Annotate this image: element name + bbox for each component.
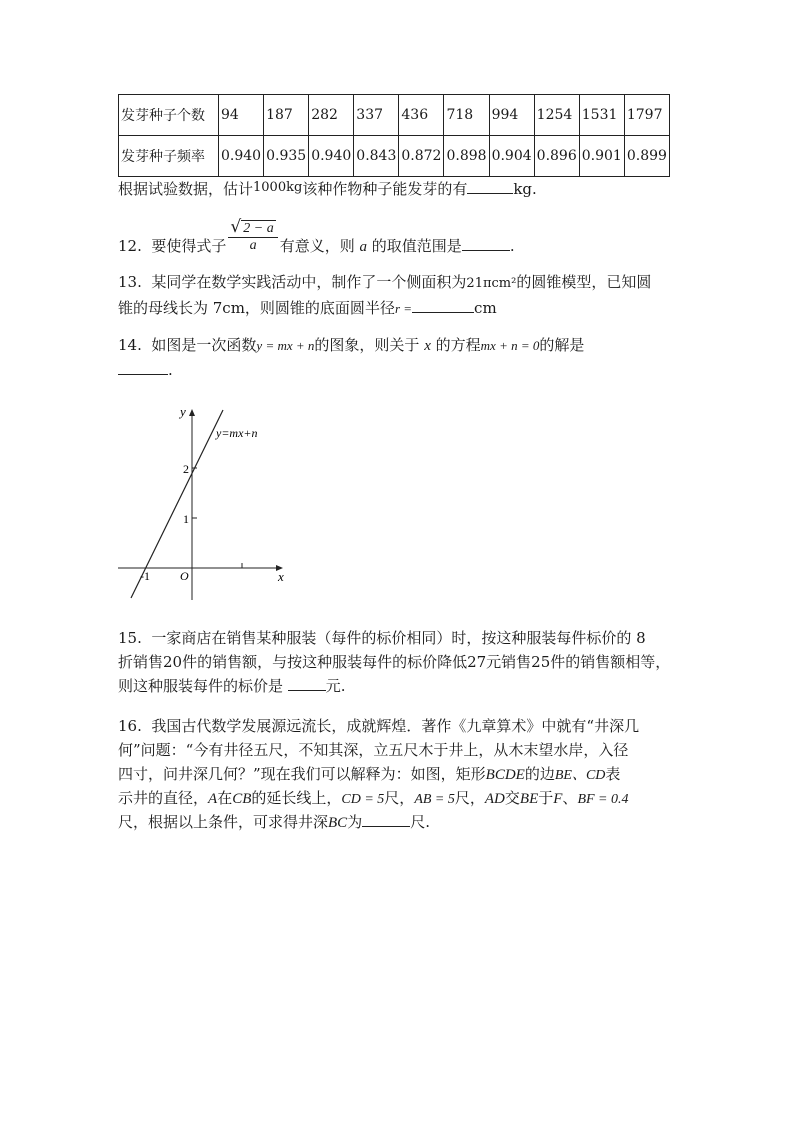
text: cm [474, 299, 497, 317]
question-number: 13. [118, 273, 142, 291]
question-number: 15. [118, 629, 142, 647]
question-16-line2 [118, 740, 628, 760]
math-expr: AD [484, 791, 505, 807]
answer-blank [467, 179, 513, 194]
text: 在 [217, 789, 233, 807]
y-axis-label: y [180, 404, 186, 419]
text: . [509, 237, 515, 255]
seed-data-table [118, 94, 670, 177]
text: 如图是一次函数 [151, 336, 257, 354]
x-axis-label: x [278, 569, 284, 584]
math-expr: AB = 5 [414, 792, 455, 807]
table-cell: 0.940 [219, 136, 264, 177]
tick-label-1: 1 [183, 512, 189, 526]
function-graph [110, 400, 300, 605]
answer-blank [362, 812, 410, 827]
question-number: 12. [118, 237, 142, 255]
text: 尺， [384, 789, 415, 807]
tick-label-neg1: -1 [140, 569, 150, 583]
question-14-line1 [118, 335, 584, 356]
table-cell: 282 [309, 95, 354, 136]
text: 尺，根据以上条件，可求得井深 [118, 813, 329, 831]
math-mass: 1000kg [253, 180, 303, 195]
text: 交 [504, 789, 520, 807]
table-cell: 994 [489, 95, 534, 136]
question-13-line1 [118, 272, 651, 294]
text: 的边 [524, 765, 555, 783]
text: 根据试验数据，估计 [118, 180, 254, 198]
text: 尺. [410, 813, 430, 831]
answer-blank [288, 676, 326, 691]
math-expr: A [208, 791, 218, 807]
table-cell: 0.901 [579, 136, 624, 177]
line-label: y=mx+n [216, 426, 258, 440]
table-cell: 436 [399, 95, 444, 136]
table-cell: 337 [354, 95, 399, 136]
question-number: 16. [118, 717, 142, 735]
math-expr: BE [519, 791, 539, 807]
math-area: 21πcm² [466, 276, 517, 291]
question-15-line2 [118, 652, 670, 672]
text: kg. [513, 180, 537, 198]
text: 示井的直径， [118, 789, 209, 807]
text: 于 [538, 789, 554, 807]
math-fraction: $\frac{√ 2 - a}{a}$ [228, 219, 277, 254]
text: 该种作物种子能发芽的有 [302, 180, 468, 198]
question-16-line4: 示井的直径，A在CB的延长线上，CD = 5尺，AB = 5尺，AD交BE于F、BF = 0.4 [118, 789, 629, 807]
math-expr: CD = 5 [341, 792, 385, 807]
question-16-line3 [118, 764, 620, 786]
row-header: 发芽种子个数 [119, 95, 219, 136]
math-var: a [359, 239, 368, 255]
text: 要使得式子 [151, 237, 227, 255]
math-equation: mx + n = 0 [480, 338, 540, 353]
text: 的解是 [539, 336, 585, 354]
text: 表 [605, 765, 621, 783]
table-cell: 94 [219, 95, 264, 136]
math-expr: BCDE [485, 767, 525, 783]
text: 尺， [454, 789, 485, 807]
math-expr: BE、CD [554, 768, 606, 783]
text: 的延长线上， [251, 789, 342, 807]
question-number: 14. [118, 336, 142, 354]
text: 何”问题：“今有井径五尺，不知其深，立五尺木于井上，从木末望水岸，入径 [118, 741, 629, 759]
math-expr: CB [232, 791, 252, 807]
answer-blank [412, 298, 474, 313]
math-function: y = mx + n [256, 338, 315, 353]
text: 的取值范围是 [371, 237, 462, 255]
math-expr: BF = 0.4 [577, 792, 629, 807]
text: 则这种服装每件的标价是 [118, 677, 284, 695]
table-row [119, 136, 670, 177]
table-cell: 0.843 [354, 136, 399, 177]
math-expr: F [553, 791, 563, 807]
text: 折销售20件的销售额，与按这种服装每件的标价降低27元销售25件的销售额相等， [118, 653, 671, 671]
text: 为 [347, 813, 363, 831]
text: 有意义，则 [279, 237, 355, 255]
radicand: 2 − a [243, 220, 274, 236]
question-12 [118, 216, 515, 257]
table-cell: 0.904 [489, 136, 534, 177]
table-cell: 1531 [579, 95, 624, 136]
table-cell: 1254 [534, 95, 579, 136]
table-cell: 187 [264, 95, 309, 136]
text: 四寸，问井深几何？”现在我们可以解释为：如图，矩形 [118, 765, 486, 783]
table-row [119, 95, 670, 136]
denominator: a [249, 237, 257, 253]
table-cell: 0.896 [534, 136, 579, 177]
text: 的圆锥模型，已知圆 [516, 273, 652, 291]
question-16-line1 [118, 716, 639, 736]
text: 我国古代数学发展源远流长，成就辉煌．著作《九章算术》中就有“井深几 [151, 717, 640, 735]
text: 一家商店在销售某种服装（每件的标价相同）时，按这种服装每件标价的 8 [151, 629, 646, 647]
table-cell: 0.872 [399, 136, 444, 177]
text: 锥的母线长为 7cm，则圆锥的底面圆半径 [118, 299, 395, 317]
question-15-line3 [118, 676, 346, 696]
table-cell: 0.899 [624, 136, 669, 177]
question-14-line2 [118, 360, 173, 380]
text: 的方程 [435, 336, 481, 354]
origin-label: O [180, 569, 189, 583]
question-16-line5 [118, 812, 430, 833]
table-cell: 718 [444, 95, 489, 136]
table-cell: 0.898 [444, 136, 489, 177]
math-expr: BC [328, 815, 348, 831]
question-13-line2 [118, 298, 497, 319]
table-cell: 0.940 [309, 136, 354, 177]
text: 的图象，则关于 [314, 336, 420, 354]
math-expr: r = [394, 301, 413, 316]
row-header: 发芽种子频率 [119, 136, 219, 177]
text: 某同学在数学实践活动中，制作了一个侧面积为 [151, 273, 467, 291]
tick-label-2: 2 [183, 462, 189, 476]
answer-blank [118, 360, 168, 375]
table-cell: 1797 [624, 95, 669, 136]
question-15-line1 [118, 628, 646, 648]
answer-blank [462, 236, 510, 251]
text: . [168, 361, 173, 379]
table-cell: 0.935 [264, 136, 309, 177]
question-11-tail [118, 178, 537, 199]
text: 元. [325, 677, 346, 695]
math-var: x [424, 338, 431, 354]
